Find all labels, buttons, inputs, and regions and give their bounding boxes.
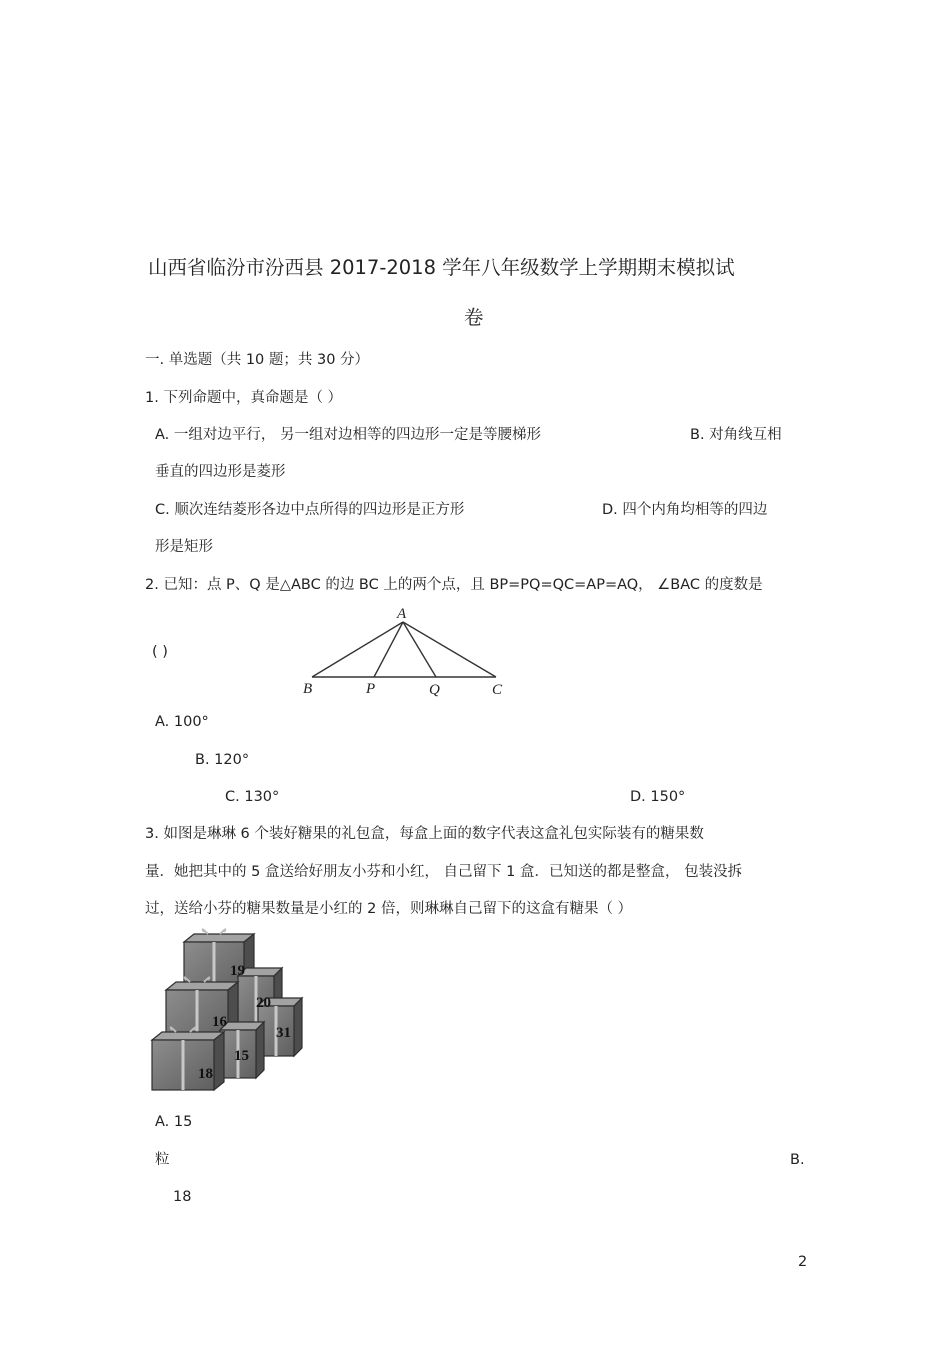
q1-option-a: A. 一组对边平行， 另一组对边相等的四边形一定是等腰梯形 xyxy=(155,427,541,443)
q1-option-d: D. 四个内角均相等的四边 xyxy=(602,502,768,518)
q2-option-d: D. 150° xyxy=(630,789,686,805)
segment-aq xyxy=(403,622,436,677)
q1-option-d-cont: 形是矩形 xyxy=(155,539,213,555)
gift-boxes-figure xyxy=(148,928,308,1093)
q3-option-b: B. xyxy=(790,1152,805,1168)
section-heading: 一. 单选题（共 10 题；共 30 分） xyxy=(145,352,370,368)
point-label-q: Q xyxy=(429,682,440,698)
vertex-label-a: A xyxy=(397,606,407,622)
q2-option-b: B. 120° xyxy=(195,752,250,768)
page-number: 2 xyxy=(798,1254,808,1270)
q2-option-c: C. 130° xyxy=(225,789,280,805)
q3-option-a: A. 15 xyxy=(155,1114,193,1130)
box-number-20: 20 xyxy=(256,995,271,1011)
document-title-line2: 卷 xyxy=(464,306,484,329)
q3-option-a-unit: 粒 xyxy=(155,1152,170,1168)
gift-box-18 xyxy=(152,1027,224,1090)
box-number-15: 15 xyxy=(234,1048,249,1064)
vertex-label-b: B xyxy=(303,681,313,697)
point-label-p: P xyxy=(366,681,376,697)
q1-option-b: B. 对角线互相 xyxy=(690,427,782,443)
q2-option-a: A. 100° xyxy=(155,714,209,730)
box-number-18: 18 xyxy=(198,1066,213,1082)
q1-stem: 1. 下列命题中，真命题是（ ） xyxy=(145,390,343,406)
document-title-line1: 山西省临汾市汾西县 2017-2018 学年八年级数学上学期期末模拟试 xyxy=(148,256,735,279)
q2-answer-paren: ( ) xyxy=(152,644,168,660)
segment-ab xyxy=(312,622,403,677)
q2-stem: 2. 已知：点 P、Q 是△ABC 的边 BC 上的两个点，且 BP=PQ=QC=AP=AQ， ∠BAC 的度数是 xyxy=(145,577,763,593)
box-number-16: 16 xyxy=(212,1014,227,1030)
q3-stem-line3: 过，送给小芬的糖果数量是小红的 2 倍，则琳琳自己留下的这盒有糖果（ ） xyxy=(145,901,633,917)
q1-option-c: C. 顺次连结菱形各边中点所得的四边形是正方形 xyxy=(155,502,465,518)
q1-option-b-cont: 垂直的四边形是菱形 xyxy=(155,464,286,480)
box-number-31: 31 xyxy=(276,1025,291,1041)
q3-stem-line1: 3. 如图是琳琳 6 个装好糖果的礼包盒，每盒上面的数字代表这盒礼包实际装有的糖果数 xyxy=(145,826,704,842)
vertex-label-c: C xyxy=(492,682,503,698)
box-number-19: 19 xyxy=(230,963,245,979)
segment-ac xyxy=(403,622,496,677)
triangle-figure xyxy=(290,600,520,700)
q3-stem-line2: 量．她把其中的 5 盒送给好朋友小芬和小红， 自己留下 1 盒．已知送的都是整盒， 包装没拆 xyxy=(145,864,743,880)
q3-option-b-value: 18 xyxy=(173,1189,192,1205)
